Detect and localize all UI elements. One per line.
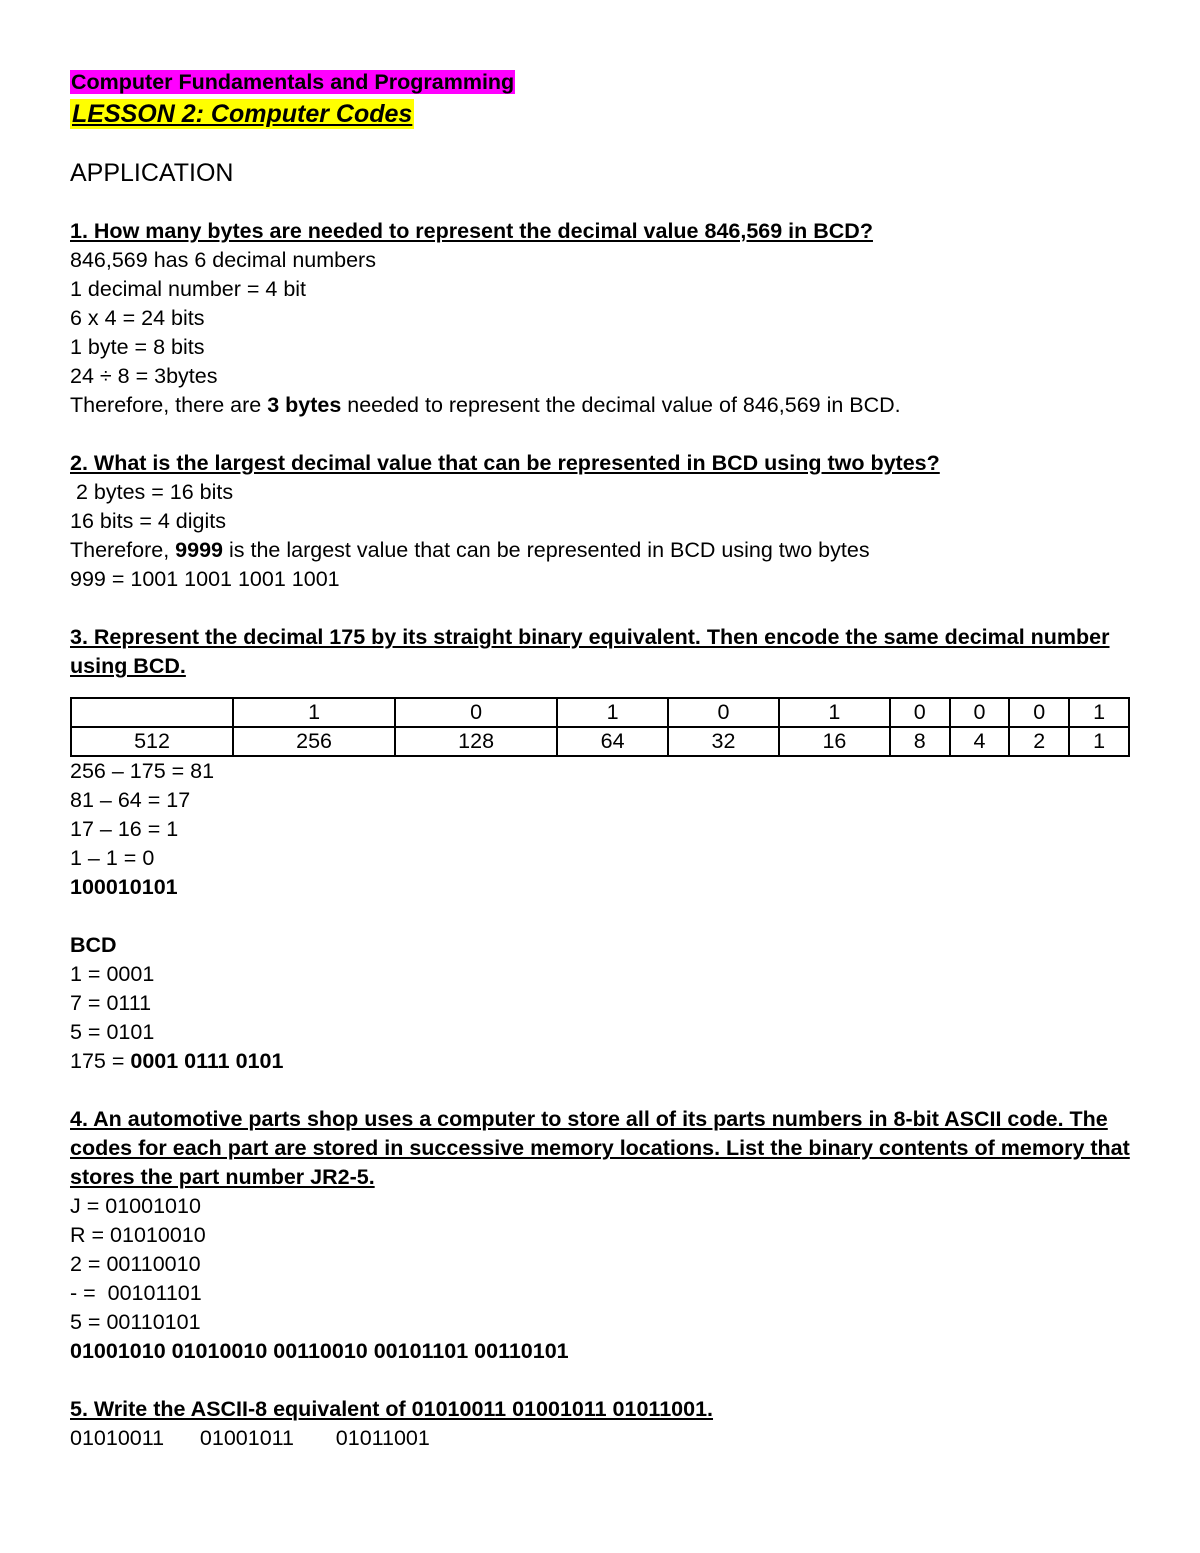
q4-result (70, 1337, 1134, 1366)
weight-cell: 32 (668, 727, 779, 756)
q3-line: 256 – 175 = 81 (70, 759, 215, 783)
q1-answer (70, 391, 1134, 420)
bit-cell: 0 (1009, 698, 1069, 727)
q2-line: 16 bits = 4 digits (70, 509, 226, 533)
weight-cell: 128 (395, 727, 557, 756)
q4-result-value: 01001010 01010010 00110010 00101101 00110101 (70, 1339, 569, 1363)
q1-line: 1 byte = 8 bits (70, 335, 205, 359)
weight-cell: 1 (1069, 727, 1129, 756)
q1-line: 1 decimal number = 4 bit (70, 277, 307, 301)
weight-cell: 8 (890, 727, 950, 756)
spacer (70, 1366, 1134, 1395)
question-5: 5. Write the ASCII-8 equivalent of 01010011 01001011 01011001. (70, 1397, 714, 1421)
binary-place-value-table (70, 697, 1130, 757)
q4-line: R = 01010010 (70, 1223, 206, 1247)
bit-cell: 0 (395, 698, 557, 727)
weight-cell: 64 (557, 727, 668, 756)
q3-line: 81 – 64 = 17 (70, 788, 191, 812)
weights-row (71, 727, 1129, 756)
q1-answer-post: needed to represent the decimal value of 846,569 in BCD. (341, 393, 901, 417)
weight-cell: 512 (71, 727, 233, 756)
q4-line: 2 = 00110010 (70, 1252, 201, 1276)
q1-line: 846,569 has 6 decimal numbers (70, 248, 376, 272)
course-title-line (70, 68, 1134, 97)
q1-answer-bold: 3 bytes (267, 393, 342, 417)
q3-bcd-line: 7 = 0111 (70, 991, 152, 1015)
q4-line: 5 = 00110101 (70, 1310, 201, 1334)
document-page (70, 68, 1134, 1453)
q3-bcd-line: 1 = 0001 (70, 962, 155, 986)
question-1: 1. How many bytes are needed to represent the decimal value 846,569 in BCD? (70, 219, 873, 243)
q2-line: 999 = 1001 1001 1001 1001 (70, 567, 340, 591)
q3-line: 17 – 16 = 1 (70, 817, 179, 841)
weight-cell: 16 (779, 727, 890, 756)
bit-cell: 1 (557, 698, 668, 727)
q1-line: 6 x 4 = 24 bits (70, 306, 205, 330)
course-title: Computer Fundamentals and Programming (71, 70, 515, 94)
question-2: 2. What is the largest decimal value that can be represented in BCD using two bytes? (70, 451, 940, 475)
bit-cell (71, 698, 233, 727)
q4-line: J = 01001010 (70, 1194, 201, 1218)
bit-cell: 1 (779, 698, 890, 727)
weight-cell: 2 (1009, 727, 1069, 756)
bits-row (71, 698, 1129, 727)
bit-cell: 1 (1069, 698, 1129, 727)
q3-bcd-line: 5 = 0101 (70, 1020, 155, 1044)
question-3: 3. Represent the decimal 175 by its straight binary equivalent. Then encode the same decimal number using BCD. (70, 625, 1110, 678)
q1-line: 24 ÷ 8 = 3bytes (70, 364, 218, 388)
q3-bcd-result-bold: 0001 0111 0101 (130, 1049, 284, 1073)
bcd-label: BCD (70, 933, 117, 957)
spacer (70, 188, 1134, 217)
q3-binary-result (70, 873, 1134, 902)
spacer (70, 1076, 1134, 1105)
q2-answer (70, 536, 1134, 565)
q4-line: - = 00101101 (70, 1281, 202, 1305)
q3-bcd-result-pre: 175 = (70, 1049, 131, 1073)
q3-bcd-label (70, 931, 1134, 960)
bit-cell: 0 (890, 698, 950, 727)
lesson-title: LESSON 2: Computer Codes (72, 100, 413, 128)
q2-answer-bold: 9999 (175, 538, 224, 562)
q2-line: 2 bytes = 16 bits (70, 480, 234, 504)
spacer (70, 902, 1134, 931)
bit-cell: 0 (950, 698, 1010, 727)
q3-binary-value: 100010101 (70, 875, 178, 899)
weight-cell: 4 (950, 727, 1010, 756)
q1-answer-pre: Therefore, there are (70, 393, 268, 417)
section-heading: APPLICATION (70, 159, 234, 187)
bit-cell: 0 (668, 698, 779, 727)
weight-cell: 256 (233, 727, 395, 756)
q3-line: 1 – 1 = 0 (70, 846, 155, 870)
q2-answer-post: is the largest value that can be represented in BCD using two bytes (223, 538, 870, 562)
spacer (70, 594, 1134, 623)
bit-cell: 1 (233, 698, 395, 727)
q3-bcd-result (70, 1047, 1134, 1076)
question-4: 4. An automotive parts shop uses a computer to store all of its parts numbers in 8-bit ASCII code. The codes for each part are stored in successive memory locations. List the binary contents of memory that stores the part number JR2-5. (70, 1107, 1130, 1189)
spacer (70, 420, 1134, 449)
q2-answer-pre: Therefore, (70, 538, 176, 562)
lesson-title-line (70, 99, 1134, 130)
q5-line: 01010011 01001011 01011001 (70, 1426, 430, 1450)
